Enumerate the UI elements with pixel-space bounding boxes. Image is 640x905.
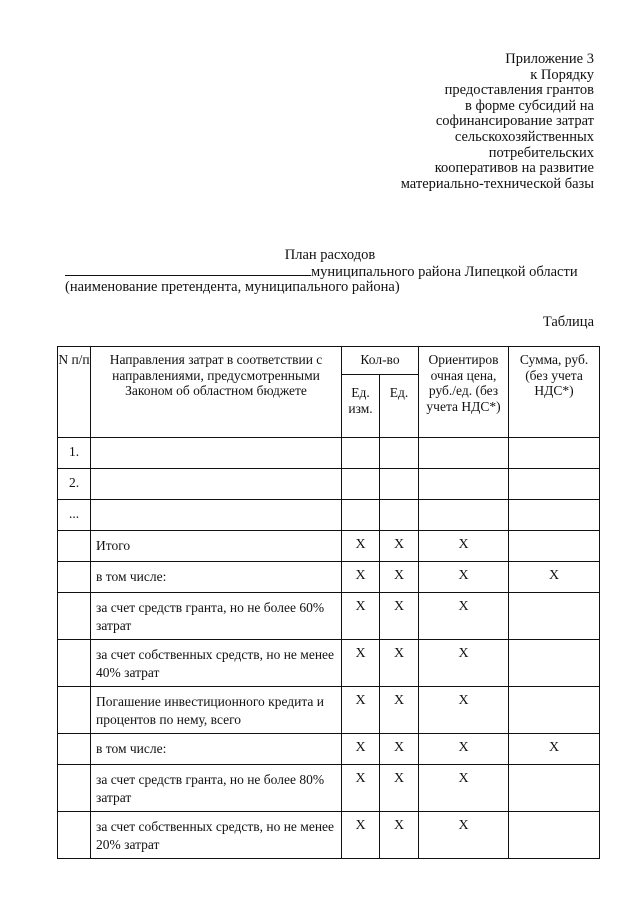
- row-unit: X: [342, 687, 380, 734]
- row-price: X: [419, 531, 509, 562]
- header-sum: Сумма, руб. (без учета НДС*): [509, 347, 600, 438]
- header-direction: Направления затрат в соответствии с направлениями, предусмотренными Законом об областном бюджете: [91, 347, 342, 438]
- row-num: ...: [58, 500, 91, 531]
- row-unit: [342, 438, 380, 469]
- row-num: [58, 640, 91, 687]
- header-qty-count: Ед.: [380, 375, 419, 438]
- row-sum: [509, 687, 600, 734]
- row-num: [58, 765, 91, 812]
- appendix-line: сельскохозяйственных: [454, 128, 594, 145]
- appendix-line: предоставления грантов: [444, 82, 594, 99]
- appendix-line: к Порядку: [530, 66, 594, 83]
- applicant-name-hint: (наименование претендента, муниципального района): [65, 279, 400, 295]
- row-sum: [509, 438, 600, 469]
- row-desc: [91, 438, 342, 469]
- row-count: [380, 438, 419, 469]
- row-desc: за счет средств гранта, но не более 60% затрат: [91, 593, 342, 640]
- table-row: [58, 687, 600, 734]
- row-unit: X: [342, 812, 380, 859]
- row-price: X: [419, 640, 509, 687]
- table-row: [58, 562, 600, 593]
- row-num: [58, 812, 91, 859]
- row-num: 1.: [58, 438, 91, 469]
- row-desc: [91, 500, 342, 531]
- row-price: X: [419, 687, 509, 734]
- row-sum: X: [509, 734, 600, 765]
- appendix-line: софинансирование затрат: [435, 113, 594, 130]
- row-desc: Итого: [91, 531, 342, 562]
- row-sum: [509, 593, 600, 640]
- expense-plan-table: [57, 346, 600, 859]
- row-unit: X: [342, 593, 380, 640]
- row-count: X: [380, 812, 419, 859]
- table-row: [58, 438, 600, 469]
- row-sum: [509, 500, 600, 531]
- row-unit: X: [342, 765, 380, 812]
- row-desc: за счет собственных средств, но не менее 40% затрат: [91, 640, 342, 687]
- row-count: X: [380, 640, 419, 687]
- row-count: X: [380, 734, 419, 765]
- row-price: X: [419, 562, 509, 593]
- table-row: [58, 734, 600, 765]
- applicant-name-suffix: муниципального района Липецкой области: [311, 264, 578, 280]
- row-sum: [509, 765, 600, 812]
- appendix-line: Приложение 3: [505, 51, 594, 67]
- header-price: Ориентиров очная цена, руб./ед. (без учета НДС*): [419, 347, 509, 438]
- row-price: X: [419, 593, 509, 640]
- table-row: [58, 640, 600, 687]
- row-unit: [342, 469, 380, 500]
- row-price: X: [419, 765, 509, 812]
- row-count: X: [380, 765, 419, 812]
- row-num: [58, 734, 91, 765]
- applicant-name-blank: [65, 261, 311, 276]
- row-desc: в том числе:: [91, 562, 342, 593]
- row-sum: X: [509, 562, 600, 593]
- appendix-line: потребительских: [488, 144, 594, 161]
- row-price: [419, 500, 509, 531]
- table-row: [58, 765, 600, 812]
- row-unit: X: [342, 640, 380, 687]
- row-unit: X: [342, 562, 380, 593]
- row-count: [380, 500, 419, 531]
- row-num: [58, 531, 91, 562]
- row-desc: за счет средств гранта, но не более 80% затрат: [91, 765, 342, 812]
- row-price: X: [419, 734, 509, 765]
- row-count: X: [380, 593, 419, 640]
- row-num: 2.: [58, 469, 91, 500]
- row-num: [58, 593, 91, 640]
- header-qty: Кол-во: [342, 347, 419, 375]
- table-header-row: [58, 347, 600, 375]
- table-row: [58, 500, 600, 531]
- row-count: X: [380, 687, 419, 734]
- row-num: [58, 562, 91, 593]
- row-desc: Погашение инвестиционного кредита и процентов по нему, всего: [91, 687, 342, 734]
- appendix-line: материально-технической базы: [400, 175, 594, 192]
- row-unit: X: [342, 531, 380, 562]
- table-row: [58, 469, 600, 500]
- row-count: X: [380, 531, 419, 562]
- table-row: [58, 812, 600, 859]
- row-sum: [509, 812, 600, 859]
- row-count: X: [380, 562, 419, 593]
- row-sum: [509, 469, 600, 500]
- appendix-line: в форме субсидий на: [465, 97, 594, 114]
- row-price: [419, 438, 509, 469]
- header-num: N п/п: [58, 347, 91, 438]
- row-price: [419, 469, 509, 500]
- table-row: [58, 531, 600, 562]
- row-count: [380, 469, 419, 500]
- appendix-line: кооперативов на развитие: [434, 160, 594, 177]
- applicant-name-line: [65, 261, 578, 281]
- row-num: [58, 687, 91, 734]
- appendix-header: [334, 52, 594, 192]
- row-sum: [509, 531, 600, 562]
- row-desc: [91, 469, 342, 500]
- row-unit: X: [342, 734, 380, 765]
- table-row: [58, 593, 600, 640]
- row-desc: в том числе:: [91, 734, 342, 765]
- row-price: X: [419, 812, 509, 859]
- row-unit: [342, 500, 380, 531]
- table-caption: Таблица: [542, 314, 594, 330]
- plan-title: План расходов: [284, 247, 376, 263]
- header-qty-unit: Ед. изм.: [342, 375, 380, 438]
- row-sum: [509, 640, 600, 687]
- row-desc: за счет собственных средств, но не менее 20% затрат: [91, 812, 342, 859]
